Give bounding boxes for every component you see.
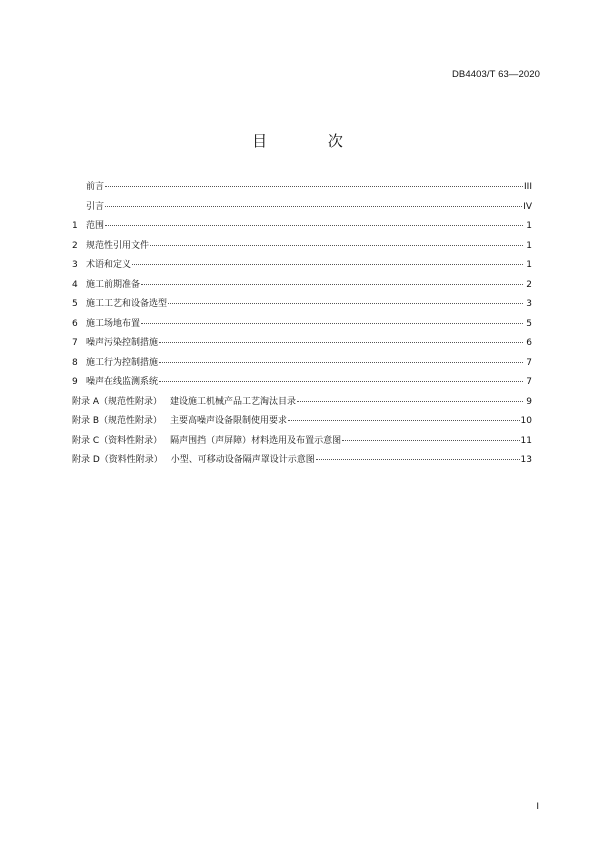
toc-leader-dots <box>141 284 523 285</box>
toc-entry-label: 施工行为控制措施 <box>86 357 159 368</box>
toc-leader-dots <box>159 381 523 382</box>
toc-leader-dots <box>141 323 523 324</box>
toc-entry[interactable] <box>72 354 532 374</box>
toc-entry[interactable] <box>72 198 532 218</box>
toc-entry-number: 7 <box>72 338 78 348</box>
toc-entry-label: 建设施工机械产品工艺淘汰目录 <box>170 396 297 407</box>
toc-entry-number: 2 <box>72 240 78 251</box>
toc-entry-label: 前言 <box>86 182 105 192</box>
toc-leader-dots <box>297 401 523 402</box>
toc-entry-label: 施工前期准备 <box>86 279 141 290</box>
toc-entry-label: 噪声在线监测系统 <box>86 377 159 387</box>
toc-entry[interactable] <box>72 373 532 393</box>
toc-entry-label: 施工场地布置 <box>86 318 141 329</box>
toc-entry-page: 9 <box>526 396 532 407</box>
toc-entry-number: 6 <box>72 318 78 329</box>
toc-entry-page: 11 <box>520 435 532 446</box>
toc-entry[interactable] <box>72 451 532 471</box>
toc-leader-dots <box>105 225 523 226</box>
toc-leader-dots <box>150 245 523 246</box>
toc-entry[interactable] <box>72 217 532 237</box>
toc-entry-label: 主要高噪声设备限制使用要求 <box>170 416 288 426</box>
toc-entry-page: 7 <box>526 357 532 368</box>
toc-entry-label: 术语和定义 <box>86 260 132 270</box>
toc-entry-page: 6 <box>526 338 532 348</box>
toc-entry-label: 引言 <box>86 201 105 212</box>
toc-entry[interactable] <box>72 276 532 296</box>
toc-entry-page: 2 <box>526 279 532 290</box>
toc-entry-number: 1 <box>72 221 78 231</box>
toc-leader-dots <box>316 459 520 460</box>
toc-entry-label: 隔声围挡（声屏障）材料选用及布置示意图 <box>170 435 342 446</box>
document-code: DB4403/T 63—2020 <box>451 69 540 80</box>
toc-entry-label: 规范性引用文件 <box>86 240 150 251</box>
toc-leader-dots <box>105 206 522 207</box>
toc-entry-page: 3 <box>526 299 532 309</box>
page-number: I <box>536 802 539 812</box>
toc-entry-page: IV <box>523 201 532 212</box>
toc-entry-number: 8 <box>72 357 78 368</box>
toc-entry-page: 1 <box>526 240 532 251</box>
table-of-contents <box>72 178 532 471</box>
toc-entry-page: III <box>524 182 532 192</box>
toc-entry-label: 噪声污染控制措施 <box>86 338 159 348</box>
toc-entry-page: 5 <box>526 318 532 329</box>
toc-entry[interactable] <box>72 412 532 432</box>
toc-entry[interactable] <box>72 334 532 354</box>
toc-entry-label: 小型、可移动设备隔声罩设计示意图 <box>170 455 315 465</box>
toc-entry[interactable] <box>72 315 532 335</box>
toc-leader-dots <box>159 342 523 343</box>
toc-entry-number: 5 <box>72 299 78 309</box>
toc-entry-number: 附录 A（规范性附录） <box>72 396 163 407</box>
toc-entry-page: 1 <box>526 221 532 231</box>
toc-entry[interactable] <box>72 178 532 198</box>
toc-entry-label: 施工工艺和设备选型 <box>86 299 168 309</box>
toc-entry[interactable] <box>72 393 532 413</box>
toc-leader-dots <box>288 420 519 421</box>
toc-entry-number: 4 <box>72 279 78 290</box>
toc-entry-number: 附录 D（资料性附录） <box>72 455 163 465</box>
toc-leader-dots <box>159 362 523 363</box>
toc-entry-page: 10 <box>520 416 532 426</box>
toc-entry[interactable] <box>72 256 532 276</box>
toc-entry-number: 附录 B（规范性附录） <box>72 416 163 426</box>
toc-leader-dots <box>105 186 523 187</box>
toc-entry-label: 范围 <box>86 221 105 231</box>
toc-entry-number: 3 <box>72 260 78 270</box>
toc-title: 目 次 <box>252 132 371 150</box>
toc-entry-number: 附录 C（资料性附录） <box>72 435 163 446</box>
toc-entry[interactable] <box>72 295 532 315</box>
toc-leader-dots <box>342 440 519 441</box>
toc-entry-page: 13 <box>520 455 532 465</box>
toc-entry-page: 7 <box>526 377 532 387</box>
toc-entry[interactable] <box>72 237 532 257</box>
toc-entry[interactable] <box>72 432 532 452</box>
toc-entry-number: 9 <box>72 377 78 387</box>
toc-leader-dots <box>132 264 523 265</box>
toc-leader-dots <box>168 303 523 304</box>
toc-entry-page: 1 <box>526 260 532 270</box>
